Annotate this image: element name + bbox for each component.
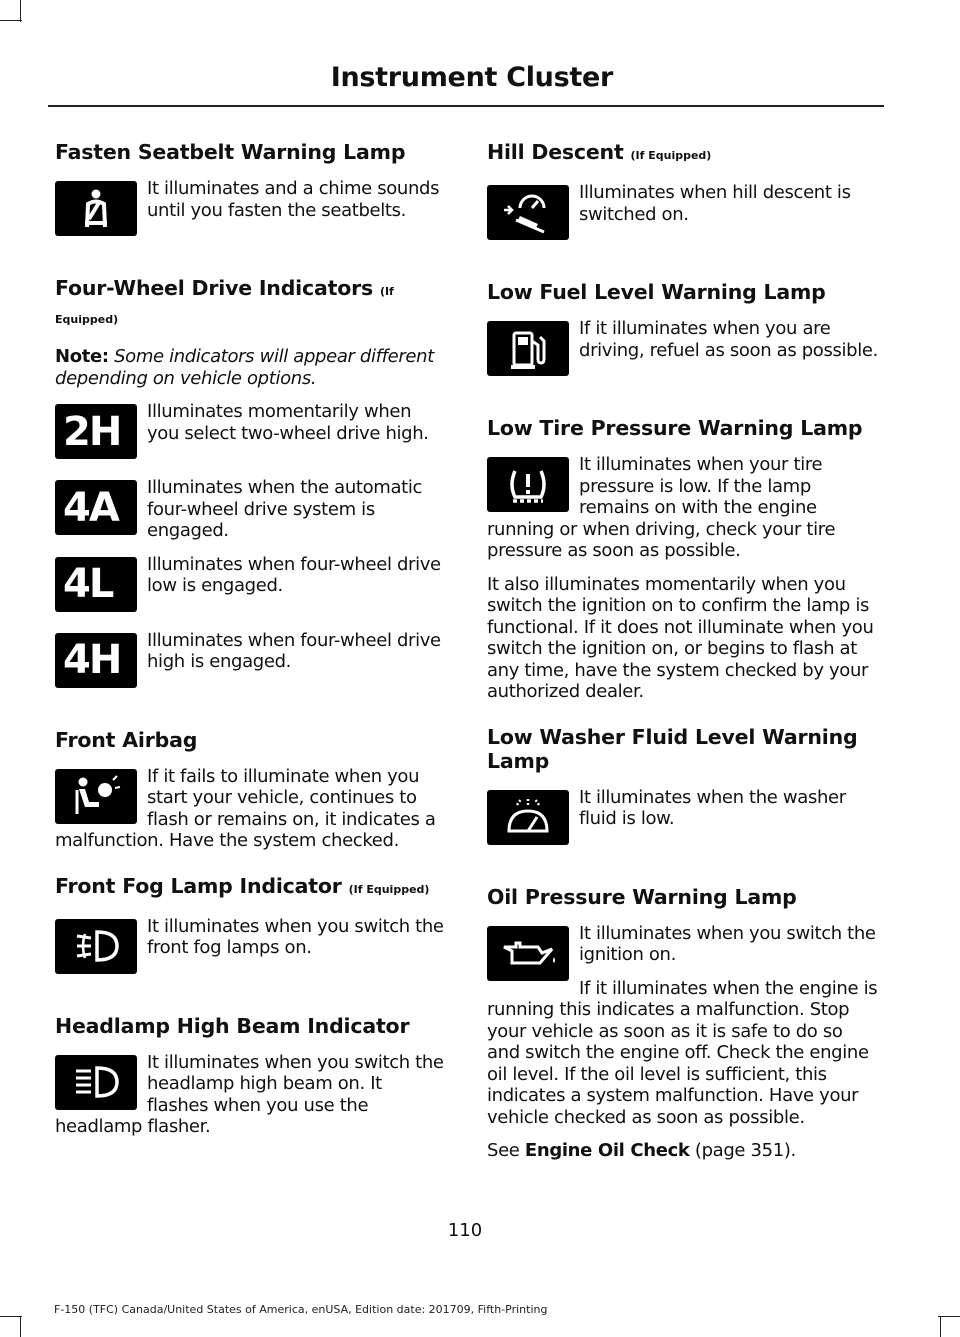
tire-pressure-icon bbox=[487, 457, 569, 512]
left-column bbox=[55, 140, 447, 1150]
section-washer-fluid bbox=[487, 725, 879, 863]
section-heading: Oil Pressure Warning Lamp bbox=[487, 884, 797, 909]
engine-oil-check-link[interactable]: Engine Oil Check bbox=[524, 1140, 690, 1161]
header-divider bbox=[48, 105, 884, 107]
section-text: If it illuminates when the engine is running this indicates a malfunction. Stop your vehicle as soon as it is safe to do so and switch the engine off. Check the engine oil level. If the oil level is sufficient, this indicates a system malfunction. Have your vehicle checked as soon as possible. bbox=[487, 977, 878, 1128]
note: Note: Some indicators will appear different depending on vehicle options. bbox=[55, 346, 434, 389]
icon-row bbox=[487, 318, 879, 394]
section-airbag bbox=[55, 728, 447, 852]
fog-lamp-icon bbox=[55, 919, 137, 974]
airbag-icon bbox=[55, 769, 137, 824]
icon-row bbox=[55, 766, 447, 852]
section-low-fuel bbox=[487, 280, 879, 394]
section-text: It also illuminates momentarily when you switch the ignition on to confirm the lamp is functional. If it does not illuminate when you switch the ignition on, or begins to flash at any time, have the system checked by your authorized dealer. bbox=[487, 573, 874, 702]
section-tire-pressure bbox=[487, 416, 879, 703]
section-heading: Low Washer Fluid Level Warning Lamp bbox=[487, 724, 858, 773]
section-oil-pressure bbox=[487, 885, 879, 1162]
section-hill-descent bbox=[487, 140, 879, 258]
section-heading: Four-Wheel Drive Indicators (If Equipped) bbox=[55, 276, 394, 326]
section-text: If it fails to illuminate when you start your vehicle, continues to flash or remains on, it indicates a malfunction. Have the system checked. bbox=[55, 765, 436, 851]
crop-mark bbox=[20, 0, 21, 22]
high-beam-icon bbox=[55, 1055, 137, 1110]
icon-row bbox=[55, 401, 447, 477]
icon-row bbox=[55, 916, 447, 992]
crop-mark bbox=[0, 1316, 22, 1317]
icon-row bbox=[487, 182, 879, 258]
section-seatbelt bbox=[55, 140, 447, 254]
section-text: It illuminates when you switch the headlamp high beam on. It flashes when you use the headlamp flasher. bbox=[55, 1051, 444, 1137]
icon-row bbox=[55, 630, 447, 706]
page-number: 110 bbox=[447, 1220, 483, 1241]
crop-mark bbox=[938, 1316, 960, 1317]
washer-fluid-icon bbox=[487, 790, 569, 845]
4l-icon: 4L bbox=[55, 557, 137, 612]
hill-descent-icon bbox=[487, 185, 569, 240]
fuel-pump-icon bbox=[487, 321, 569, 376]
section-text: Illuminates momentarily when you select two-wheel drive high. bbox=[147, 401, 429, 444]
section-text: It illuminates and a chime sounds until you fasten the seatbelts. bbox=[147, 178, 440, 221]
section-heading: Front Airbag bbox=[55, 727, 198, 752]
4h-icon: 4H bbox=[55, 633, 137, 688]
right-column bbox=[487, 140, 879, 1174]
section-heading: Low Fuel Level Warning Lamp bbox=[487, 280, 826, 304]
section-text: Illuminates when four-wheel drive high is engaged. bbox=[147, 629, 441, 672]
icon-row bbox=[55, 1052, 447, 1138]
section-text: Illuminates when four-wheel drive low is engaged. bbox=[147, 553, 441, 596]
section-text: It illuminates when you switch the front fog lamps on. bbox=[147, 915, 444, 958]
see-reference: See Engine Oil Check (page 351). bbox=[487, 1140, 796, 1161]
crop-mark bbox=[20, 1316, 21, 1337]
icon-row bbox=[487, 923, 879, 1129]
section-heading: Fasten Seatbelt Warning Lamp bbox=[55, 140, 406, 164]
crop-mark bbox=[940, 1316, 941, 1337]
icon-row bbox=[487, 454, 879, 562]
section-text: Illuminates when the automatic four-wheel drive system is engaged. bbox=[147, 477, 423, 541]
icon-row bbox=[55, 554, 447, 630]
crop-mark bbox=[0, 20, 22, 21]
section-fog bbox=[55, 874, 447, 992]
section-high-beam bbox=[55, 1014, 447, 1138]
icon-row bbox=[55, 477, 447, 554]
icon-row bbox=[487, 787, 879, 863]
oil-can-icon bbox=[487, 926, 569, 981]
section-heading: Headlamp High Beam Indicator bbox=[55, 1013, 410, 1038]
4a-icon: 4A bbox=[55, 480, 137, 535]
section-text: Illuminates when hill descent is switched on. bbox=[579, 182, 851, 225]
section-text: It illuminates when the washer fluid is low. bbox=[579, 786, 846, 829]
section-text: If it illuminates when you are driving, refuel as soon as possible. bbox=[579, 318, 878, 361]
section-heading: Front Fog Lamp Indicator (If Equipped) bbox=[55, 873, 430, 898]
section-heading: Hill Descent (If Equipped) bbox=[487, 140, 712, 164]
section-4wd bbox=[55, 276, 447, 706]
icon-row bbox=[55, 178, 447, 254]
section-text: It illuminates when your tire pressure is low. If the lamp remains on with the engine running or when driving, check your tire pressure as soon as possible. bbox=[487, 454, 836, 561]
footer-text: F-150 (TFC) Canada/United States of America, enUSA, Edition date: 201709, Fifth-Printing bbox=[54, 1303, 548, 1316]
section-text: It illuminates when you switch the ignition on. bbox=[579, 922, 876, 965]
2h-icon: 2H bbox=[55, 404, 137, 459]
section-heading: Low Tire Pressure Warning Lamp bbox=[487, 416, 863, 440]
seatbelt-icon bbox=[55, 181, 137, 236]
page-title: Instrument Cluster bbox=[330, 62, 613, 93]
